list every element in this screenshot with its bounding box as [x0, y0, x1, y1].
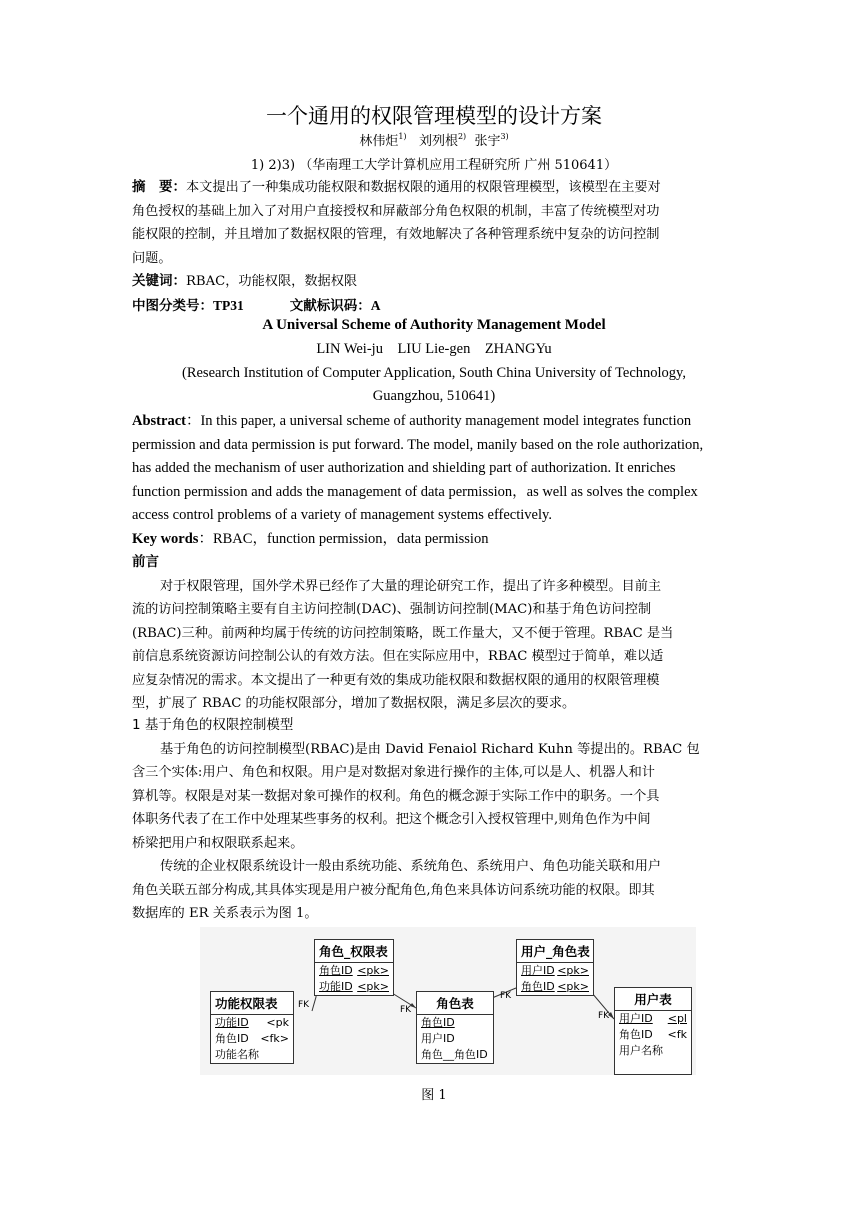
preface-line: 应复杂情况的需求。本文提出了一种更有效的集成功能权限和数据权限的通用的权限管理模 — [132, 672, 660, 688]
er-table-user-role — [516, 939, 594, 996]
affiliation-en-line: Guangzhou, 510641) — [372, 388, 496, 404]
abstract-en-label: Abstract — [132, 413, 186, 429]
doc-code-value: A — [370, 298, 381, 313]
er-field-name: 用户ID — [521, 964, 555, 977]
er-field-name: 功能ID — [215, 1016, 249, 1029]
author-name: 刘列根 — [418, 134, 458, 149]
er-table-title: 用户表 — [615, 988, 691, 1011]
classification-label: 中图分类号： — [132, 298, 213, 314]
section-1-line: 桥梁把用户和权限联系起来。 — [132, 835, 304, 851]
abstract-en-line: ：In this paper, a universal scheme of authority management model integrates function — [185, 413, 692, 429]
abstract-en-line: has added the mechanism of user authorization and shielding part of authorization. It enriches — [132, 460, 676, 476]
preface-line: 型，扩展了 RBAC 的功能权限部分，增加了数据权限，满足多层次的要求。 — [132, 696, 576, 711]
abstract-en — [132, 410, 738, 551]
affiliation-en-line: (Research Institution of Computer Application, South China University of Technology, — [182, 365, 686, 381]
fk-label: FK — [500, 991, 512, 1001]
fk-label: FK — [298, 1000, 310, 1010]
figure-caption: 图 1 — [421, 1088, 447, 1103]
abstract-cn-label: 摘 要： — [132, 179, 186, 195]
keywords-en-label: Key words — [132, 530, 199, 547]
classification-value: TP31 — [213, 298, 244, 313]
er-table-function — [210, 991, 294, 1064]
section-1-line: 体职务代表了在工作中处理某些事务的权利。把这个概念引入授权管理中,则角色作为中间 — [132, 812, 651, 827]
preface-heading: 前言 — [132, 554, 159, 570]
author-list — [0, 130, 868, 149]
er-field-name: 角色ID — [421, 1016, 455, 1029]
paper-title: 一个通用的权限管理模型的设计方案 — [266, 104, 602, 128]
preface-line: (RBAC)三种。前两种均属于传统的访问控制策略，既工作量大，又不便于管理。RBAC 是当 — [132, 625, 674, 641]
keywords-cn-text: RBAC，功能权限，数据权限 — [186, 274, 358, 289]
fk-label: FK — [598, 1011, 610, 1021]
section-1-line: 基于角色的访问控制模型(RBAC)是由 David Fenaiol Richard Kuhn 等提出的。RBAC 包 — [160, 741, 700, 757]
classification — [132, 294, 738, 318]
author-sup: 1) — [398, 132, 407, 141]
er-field-name: 角色ID — [619, 1028, 653, 1041]
keywords-cn-label: 关键词： — [132, 273, 186, 289]
er-field-name: 用户名称 — [619, 1044, 663, 1057]
author-name: 张宇 — [474, 134, 501, 149]
fk-label: FK — [400, 1005, 412, 1015]
er-table-title: 功能权限表 — [211, 992, 293, 1015]
section-1-line: 角色关联五部分构成,其具体实现是用户被分配角色,角色来具体访问系统功能的权限。即其 — [132, 882, 655, 898]
er-table-role-permission — [314, 939, 394, 996]
preface-section — [132, 551, 738, 716]
abstract-en-line: function permission and adds the management of data permission，as well as solves the complex — [132, 483, 698, 500]
abstract-cn-line: 问题。 — [132, 250, 172, 266]
keywords-cn — [132, 270, 738, 294]
er-field-key: <pk> — [357, 980, 389, 993]
er-diagram-figure — [200, 927, 696, 1075]
abstract-cn-line: 角色授权的基础上加入了对用户直接授权和屏蔽部分角色权限的机制，丰富了传统模型对功 — [132, 203, 660, 219]
section-1-line: 算机等。权限是对某一数据对象可操作的权利。角色的概念源于实际工作中的职务。一个具 — [132, 788, 660, 804]
er-table-title: 角色表 — [417, 992, 493, 1015]
section-1-heading: 1 基于角色的权限控制模型 — [132, 717, 294, 733]
er-field-name: 用户ID — [619, 1012, 653, 1025]
er-field-name: 功能名称 — [215, 1048, 259, 1061]
author-sup: 3) — [500, 132, 509, 141]
er-field-name: 角色ID — [521, 980, 555, 993]
section-1 — [132, 714, 738, 926]
er-field-name: 角色__角色ID — [421, 1048, 488, 1061]
er-field-name: 用户ID — [421, 1032, 455, 1045]
er-field-key: <pk — [266, 1016, 289, 1029]
keywords-en-text: ：RBAC，function permission，data permission — [198, 530, 489, 547]
affiliation-cn: 1) 2)3) （华南理工大学计算机应用工程研究所 广州 510641） — [250, 158, 618, 173]
abstract-en-line: permission and data permission is put forward. The model, manily based on the role authorization, — [132, 436, 704, 453]
er-field-key: <fk> — [260, 1032, 289, 1045]
author-name: 林伟炬 — [359, 134, 399, 149]
section-1-line: 数据库的 ER 关系表示为图 1。 — [132, 906, 318, 921]
section-1-line: 含三个实体:用户、角色和权限。用户是对数据对象进行操作的主体,可以是人、机器人和计 — [132, 765, 655, 780]
er-field-key: <pk> — [357, 964, 389, 977]
preface-line: 前信息系统资源访问控制公认的有效方法。但在实际应用中，RBAC 模型过于简单，难以适 — [132, 649, 664, 664]
er-table-user — [614, 987, 692, 1075]
er-field-name: 角色ID — [319, 964, 353, 977]
abstract-cn — [132, 176, 738, 270]
title-en: A Universal Scheme of Authority Management Model — [262, 317, 606, 333]
er-table-title: 角色_权限表 — [315, 940, 393, 963]
er-field-name: 角色ID — [215, 1032, 249, 1045]
abstract-cn-line: 能权限的控制，并且增加了数据权限的管理，有效地解决了各种管理系统中复杂的访问控制 — [132, 227, 660, 242]
authors-en: LIN Wei-ju LIU Lie-gen ZHANGYu — [316, 341, 552, 357]
er-table-title: 用户_角色表 — [517, 940, 593, 963]
preface-line: 流的访问控制策略主要有自主访问控制(DAC)、强制访问控制(MAC)和基于角色访问控制 — [132, 602, 652, 617]
section-1-line: 传统的企业权限系统设计一般由系统功能、系统角色、系统用户、角色功能关联和用户 — [160, 859, 662, 874]
er-field-key: <fk — [667, 1028, 687, 1041]
doc-code-label: 文献标识码： — [289, 298, 371, 314]
abstract-cn-line: 本文提出了一种集成功能权限和数据权限的通用的权限管理模型，该模型在主要对 — [186, 180, 661, 195]
er-field-name: 功能ID — [319, 980, 353, 993]
er-table-role — [416, 991, 494, 1064]
er-field-key: <pl — [667, 1012, 687, 1025]
author-sup: 2) — [457, 132, 467, 141]
preface-line: 对于权限管理，国外学术界已经作了大量的理论研究工作，提出了许多种模型。目前主 — [160, 578, 662, 594]
er-field-key: <pk> — [557, 980, 589, 993]
abstract-en-line: access control problems of a variety of management systems effectively. — [132, 507, 552, 523]
er-field-key: <pk> — [557, 964, 589, 977]
